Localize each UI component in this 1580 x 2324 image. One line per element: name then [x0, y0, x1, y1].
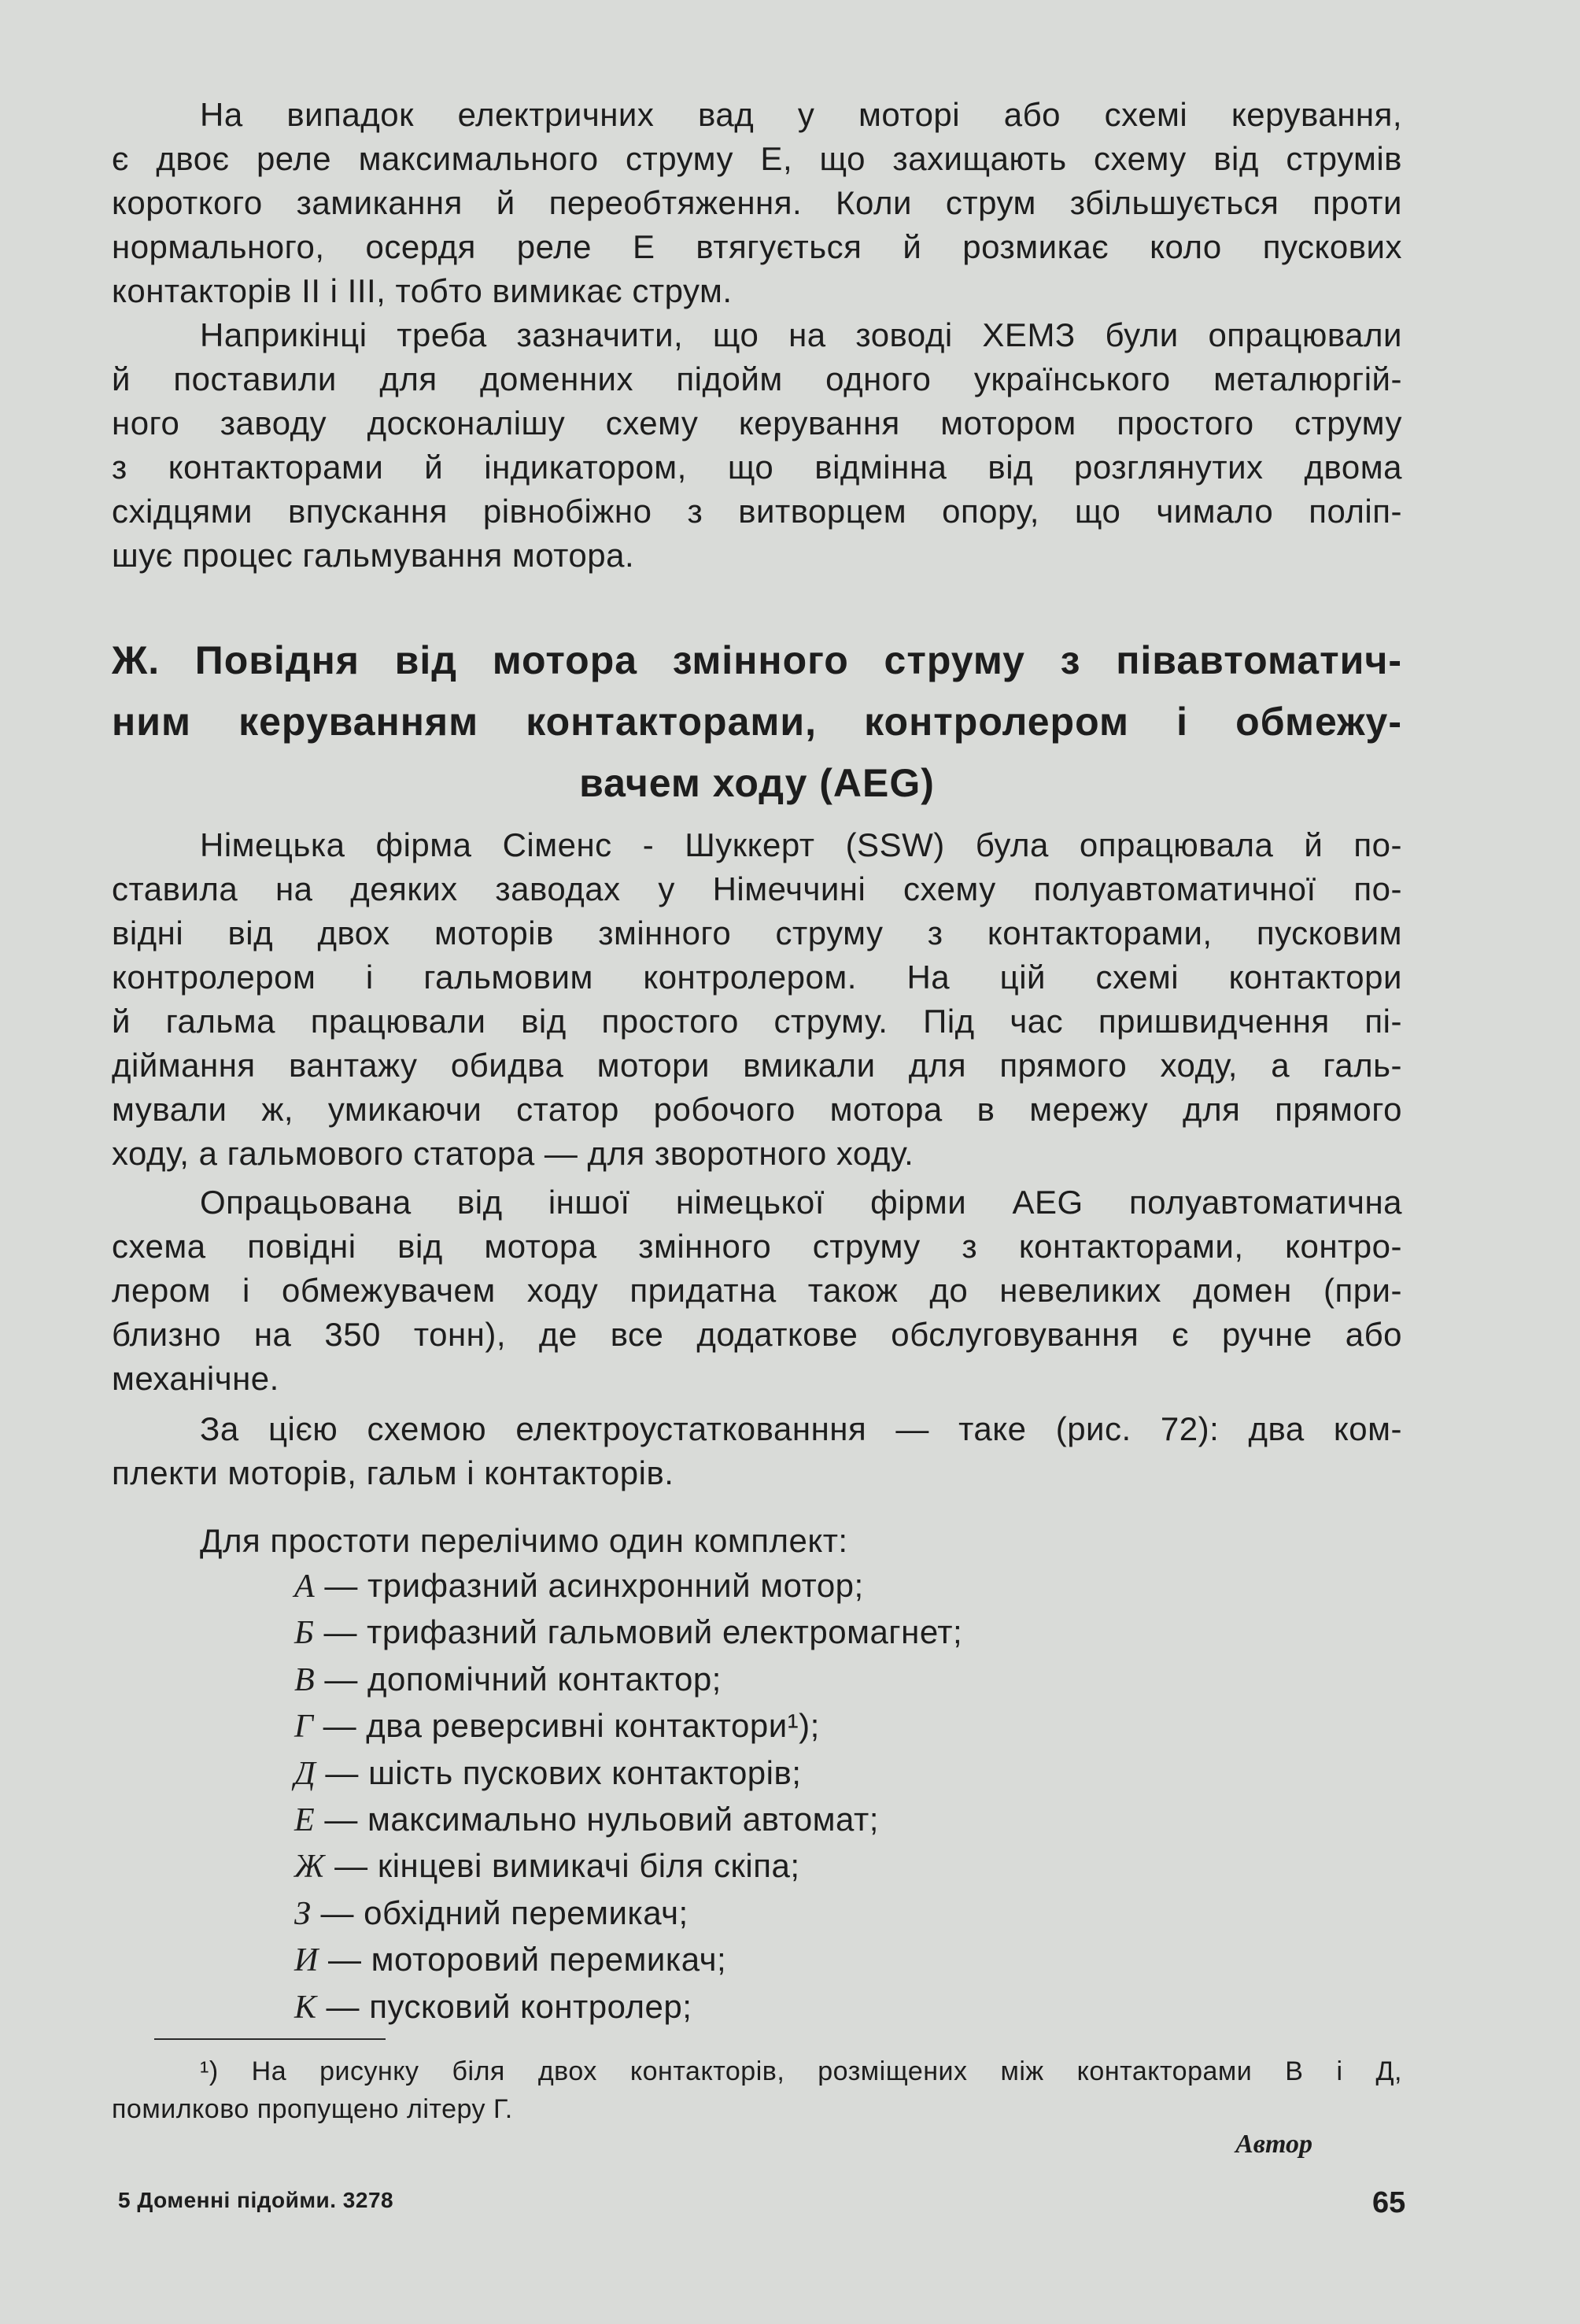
item-text: — моторовий перемикач;: [318, 1941, 727, 1979]
item-letter: Б: [294, 1615, 315, 1652]
text-line: контакторів II і III, тобто вимикає струм.: [112, 272, 733, 309]
text-line: й поставили для доменних підойм одного українського металюргій-: [112, 360, 1402, 397]
text-line: Опрацьована від іншої німецької фірми AEG полуавтоматична: [200, 1184, 1402, 1221]
list-intro: Для простоти перелічимо один комплект:: [200, 1522, 848, 1559]
item-text: — шість пускових контакторів;: [316, 1753, 802, 1791]
footnote-author: Автор: [1235, 2130, 1312, 2159]
signature-mark: 5 Доменні підойми. 3278: [118, 2188, 394, 2212]
text-line: ставила на деяких заводах у Німеччині схему полуавтоматичної по-: [112, 870, 1402, 907]
paragraph-2: [112, 313, 1402, 578]
text-line: плекти моторів, гальм і контакторів.: [112, 1454, 674, 1491]
item-text: — трифазний гальмовий електромагнет;: [314, 1613, 963, 1651]
text-line: Німецька фірма Сіменс - Шуккерт (SSW) була опрацювала й по-: [200, 826, 1402, 863]
text-line: діймання вантажу обидва мотори вмикали для прямого ходу, а галь-: [112, 1047, 1402, 1084]
item-text: — кінцеві вимикачі біля скіпа;: [324, 1847, 800, 1885]
paragraph-5: [112, 1407, 1402, 1495]
footnote-line: ¹) На рисунку біля двох контакторів, розміщених між контакторами В і Д,: [200, 2056, 1402, 2086]
item-letter: Г: [294, 1709, 314, 1746]
footnote-line: помилково пропущено літеру Г.: [112, 2094, 513, 2124]
text-line: ного заводу досконалішу схему керування мотором простого струму: [112, 405, 1402, 442]
list-item: [294, 1937, 962, 1983]
list-item: [294, 1797, 962, 1843]
text-line: близно на 350 тонн), де все додаткове обслуговування є ручне або: [112, 1316, 1402, 1353]
list-item: [294, 1890, 962, 1937]
heading-line: ним керуванням контакторами, контролером і обмежу-: [112, 700, 1402, 744]
item-letter: Ж: [294, 1849, 325, 1886]
text-line: лером і обмежувачем ходу придатна також до невеликих домен (при-: [112, 1272, 1402, 1309]
item-letter: К: [294, 1989, 317, 2026]
text-line: нормального, осердя реле Е втягується й розмикає коло пускових: [112, 228, 1402, 265]
text-line: схема повідні від мотора змінного струму з контакторами, контро-: [112, 1228, 1402, 1265]
paragraph-3: [112, 823, 1402, 1176]
item-letter: Д: [294, 1755, 316, 1792]
list-item: [294, 1609, 962, 1656]
item-letter: З: [294, 1895, 312, 1932]
text-line: відні від двох моторів змінного струму з контакторами, пусковим: [112, 914, 1402, 951]
footnote-divider: [154, 2038, 386, 2040]
list-item: [294, 1984, 962, 2030]
heading-line: вачем ходу (AEG): [579, 761, 935, 805]
heading-line: Ж. Повідня від мотора змінного струму з півавтоматич-: [112, 638, 1402, 682]
item-letter: Е: [294, 1802, 316, 1839]
section-heading: [112, 630, 1402, 814]
text-line: На випадок електричних вад у моторі або схемі керування,: [200, 96, 1402, 133]
text-line: східцями впускання рівнобіжно з витворцем опору, що чимало поліп-: [112, 493, 1402, 530]
text-line: мували ж, умикаючи статор робочого мотора в мережу для прямого: [112, 1091, 1402, 1128]
text-line: з контакторами й індикатором, що відмінна від розглянутих двома: [112, 449, 1402, 486]
item-text: — максимально нульовий автомат;: [315, 1801, 879, 1838]
component-list: [294, 1563, 962, 2030]
text-line: короткого замикання й переобтяження. Коли струм збільшується проти: [112, 184, 1402, 221]
text-line: Наприкінці треба зазначити, що на зоводі ХЕМЗ були опрацювали: [200, 316, 1402, 353]
list-item: [294, 1703, 962, 1749]
item-text: — два реверсивні контактори¹);: [313, 1707, 820, 1745]
item-letter: И: [294, 1942, 319, 1979]
text-line: й гальма працювали від простого струму. Під час пришвидчення пі-: [112, 1003, 1402, 1040]
paragraph-1: [112, 93, 1402, 313]
text-line: шує процес гальмування мотора.: [112, 537, 635, 574]
list-item: [294, 1750, 962, 1797]
paragraph-4: [112, 1180, 1402, 1401]
item-text: — допомічний контактор;: [315, 1660, 722, 1698]
item-text: — трифазний асинхронний мотор;: [315, 1567, 864, 1604]
list-item: [294, 1657, 962, 1703]
item-letter: В: [294, 1661, 316, 1698]
item-text: — пусковий контролер;: [316, 1987, 692, 2025]
page-number: 65: [1372, 2186, 1406, 2219]
text-line: механічне.: [112, 1360, 279, 1397]
footnote: [112, 2052, 1402, 2128]
text-line: є двоє реле максимального струму Е, що захищають схему від струмів: [112, 140, 1402, 177]
list-item: [294, 1843, 962, 1890]
text-line: ходу, а гальмового статора — для зворотного ходу.: [112, 1135, 914, 1172]
item-text: — обхідний перемикач;: [311, 1894, 688, 1931]
text-line: За цією схемою електроустаткованння — таке (рис. 72): два ком-: [200, 1410, 1402, 1447]
list-item: [294, 1563, 962, 1609]
item-letter: А: [294, 1568, 316, 1605]
text-line: контролером і гальмовим контролером. На цій схемі контактори: [112, 959, 1402, 996]
